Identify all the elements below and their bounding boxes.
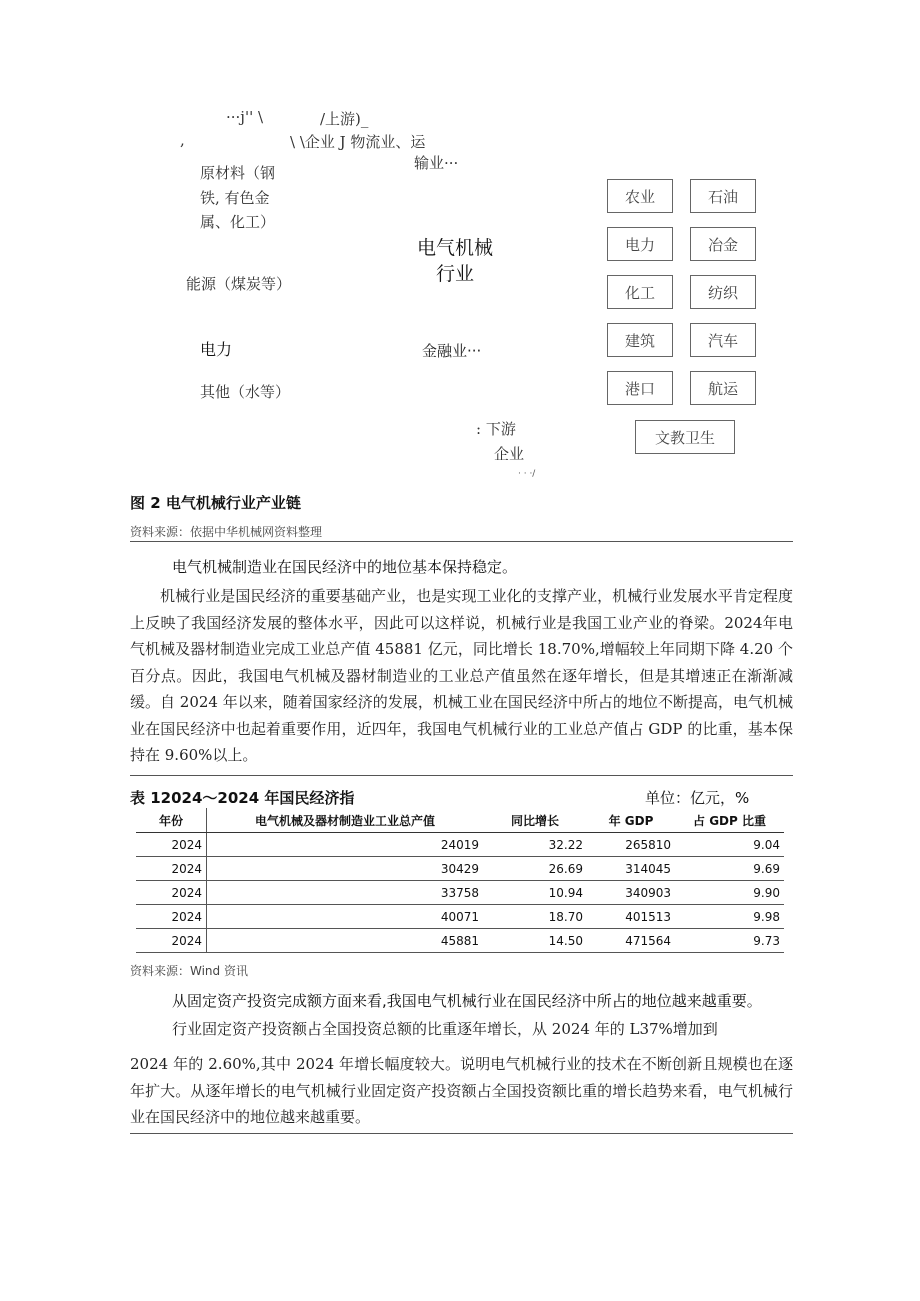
cell-gdp-share: 9.04: [675, 833, 784, 857]
downstream-mark: · · ·/: [518, 469, 536, 479]
cell-output: 40071: [207, 905, 484, 929]
cell-year: 2024: [136, 833, 207, 857]
upstream-comma: ,: [180, 131, 185, 149]
table-unit: 单位：亿元，%: [645, 789, 750, 807]
figure-source: 资料来源：依据中华机械网资料整理: [130, 525, 323, 539]
finance-label: 金融业···: [422, 342, 482, 360]
cell-year: 2024: [136, 857, 207, 881]
economic-indicator-table: [136, 808, 784, 953]
divider: [130, 541, 793, 542]
cell-gdp: 265810: [587, 833, 675, 857]
cell-gdp-share: 9.98: [675, 905, 784, 929]
divider: [130, 775, 793, 776]
upstream-fragment-1: ···j'' \: [226, 108, 264, 126]
table-row: [136, 929, 784, 953]
table-row: [136, 905, 784, 929]
industry-box-metallurgy: 冶金: [690, 227, 756, 261]
cell-gdp: 340903: [587, 881, 675, 905]
others-label: 其他（水等）: [200, 383, 291, 401]
cell-growth: 10.94: [483, 881, 587, 905]
industry-box-chemical: 化工: [607, 275, 673, 309]
industry-box-automobile: 汽车: [690, 323, 756, 357]
cell-output: 30429: [207, 857, 484, 881]
industry-box-textile: 纺织: [690, 275, 756, 309]
cell-gdp: 314045: [587, 857, 675, 881]
energy-label: 能源（煤炭等）: [186, 275, 292, 293]
industry-box-electric-power: 电力: [607, 227, 673, 261]
table-source: 资料来源：Wind 资讯: [130, 964, 248, 978]
upstream-transport-label: 输业···: [414, 154, 459, 172]
industry-box-construction: 建筑: [607, 323, 673, 357]
table-row: [136, 833, 784, 857]
cell-gdp: 401513: [587, 905, 675, 929]
cell-output: 33758: [207, 881, 484, 905]
center-node: [405, 235, 505, 287]
header-output: 电气机械及器材制造业工业总产值: [207, 808, 484, 833]
industry-box-petroleum: 石油: [690, 179, 756, 213]
raw-materials-line1: 原材料（钢: [200, 164, 276, 182]
header-gdp-share: 占 GDP 比重: [675, 808, 784, 833]
section1-heading: 电气机械制造业在国民经济中的地位基本保持稳定。: [172, 558, 518, 576]
industry-box-agriculture: 农业: [607, 179, 673, 213]
industry-box-shipping: 航运: [690, 371, 756, 405]
cell-growth: 14.50: [483, 929, 587, 953]
cell-growth: 32.22: [483, 833, 587, 857]
cell-year: 2024: [136, 905, 207, 929]
electric-power-label: 电力: [200, 340, 233, 359]
section2-heading: 从固定资产投资完成额方面来看,我国电气机械行业在国民经济中所占的地位越来越重要。: [172, 992, 762, 1010]
table-row: [136, 857, 784, 881]
cell-gdp-share: 9.73: [675, 929, 784, 953]
cell-growth: 18.70: [483, 905, 587, 929]
header-growth: 同比增长: [483, 808, 587, 833]
section2-first-line: 行业固定资产投资额占全国投资总额的比重逐年增长，从 2024 年的 L37%增加到: [172, 1020, 718, 1038]
section2-paragraph: [130, 1051, 793, 1131]
cell-gdp: 471564: [587, 929, 675, 953]
table-row: [136, 881, 784, 905]
cell-output: 24019: [207, 833, 484, 857]
section1-paragraph: [130, 583, 793, 769]
table-caption: 表 12024～2024 年国民经济指: [130, 789, 355, 807]
table-header-row: [136, 808, 784, 833]
industry-box-port: 港口: [607, 371, 673, 405]
figure-caption: 图 2 电气机械行业产业链: [130, 494, 301, 512]
section1-paragraph-text: 机械行业是国民经济的重要基础产业，也是实现工业化的支撑产业，机械行业发展水平肯定程度上反映了我国经济发展的整体水平，因此可以这样说，机械行业是我国工业产业的脊梁。2024年电气机械及器材制造业完成工业总产值 45881 亿元，同比增长 18.70%,增幅较上年同期下降 4.20 个百分点。因此，我国电气机械及器材制造业的工业总产值虽然在逐年增长，但是其增速正在渐渐减缓。自 2024 年以来，随着国家经济的发展，机械工业在国民经济中所占的地位不断提高，电气机械业在国民经济中也起着重要作用，近四年，我国电气机械行业的工业总产值占 GDP 的比重，基本保持在 9.60%以上。: [130, 587, 793, 764]
cell-gdp-share: 9.69: [675, 857, 784, 881]
raw-materials-line3: 属、化工）: [200, 213, 276, 231]
downstream-label: : 下游: [476, 420, 516, 438]
cell-year: 2024: [136, 929, 207, 953]
industry-box-culture-education-health: 文教卫生: [635, 420, 735, 454]
cell-output: 45881: [207, 929, 484, 953]
upstream-fragment-2: /上游)_: [320, 110, 369, 128]
section2-paragraph-text: 2024 年的 2.60%,其中 2024 年增长幅度较大。说明电气机械行业的技术在不断创新且规模也在逐年扩大。从逐年增长的电气机械行业固定资产投资额占全国投资额比重的增长趋势来看，电气机械行业在国民经济中的地位越来越重要。: [130, 1055, 793, 1126]
raw-materials-line2: 铁, 有色金: [200, 189, 270, 207]
upstream-enterprise-label: \ \企业 J 物流业、运: [290, 133, 426, 151]
cell-growth: 26.69: [483, 857, 587, 881]
center-node-line2: 行业: [435, 263, 474, 285]
cell-year: 2024: [136, 881, 207, 905]
header-year: 年份: [136, 808, 207, 833]
divider: [130, 1133, 793, 1134]
center-node-line1: 电气机械: [416, 237, 493, 259]
cell-gdp-share: 9.90: [675, 881, 784, 905]
downstream-enterprise-label: 企业: [494, 445, 525, 463]
header-gdp: 年 GDP: [587, 808, 675, 833]
